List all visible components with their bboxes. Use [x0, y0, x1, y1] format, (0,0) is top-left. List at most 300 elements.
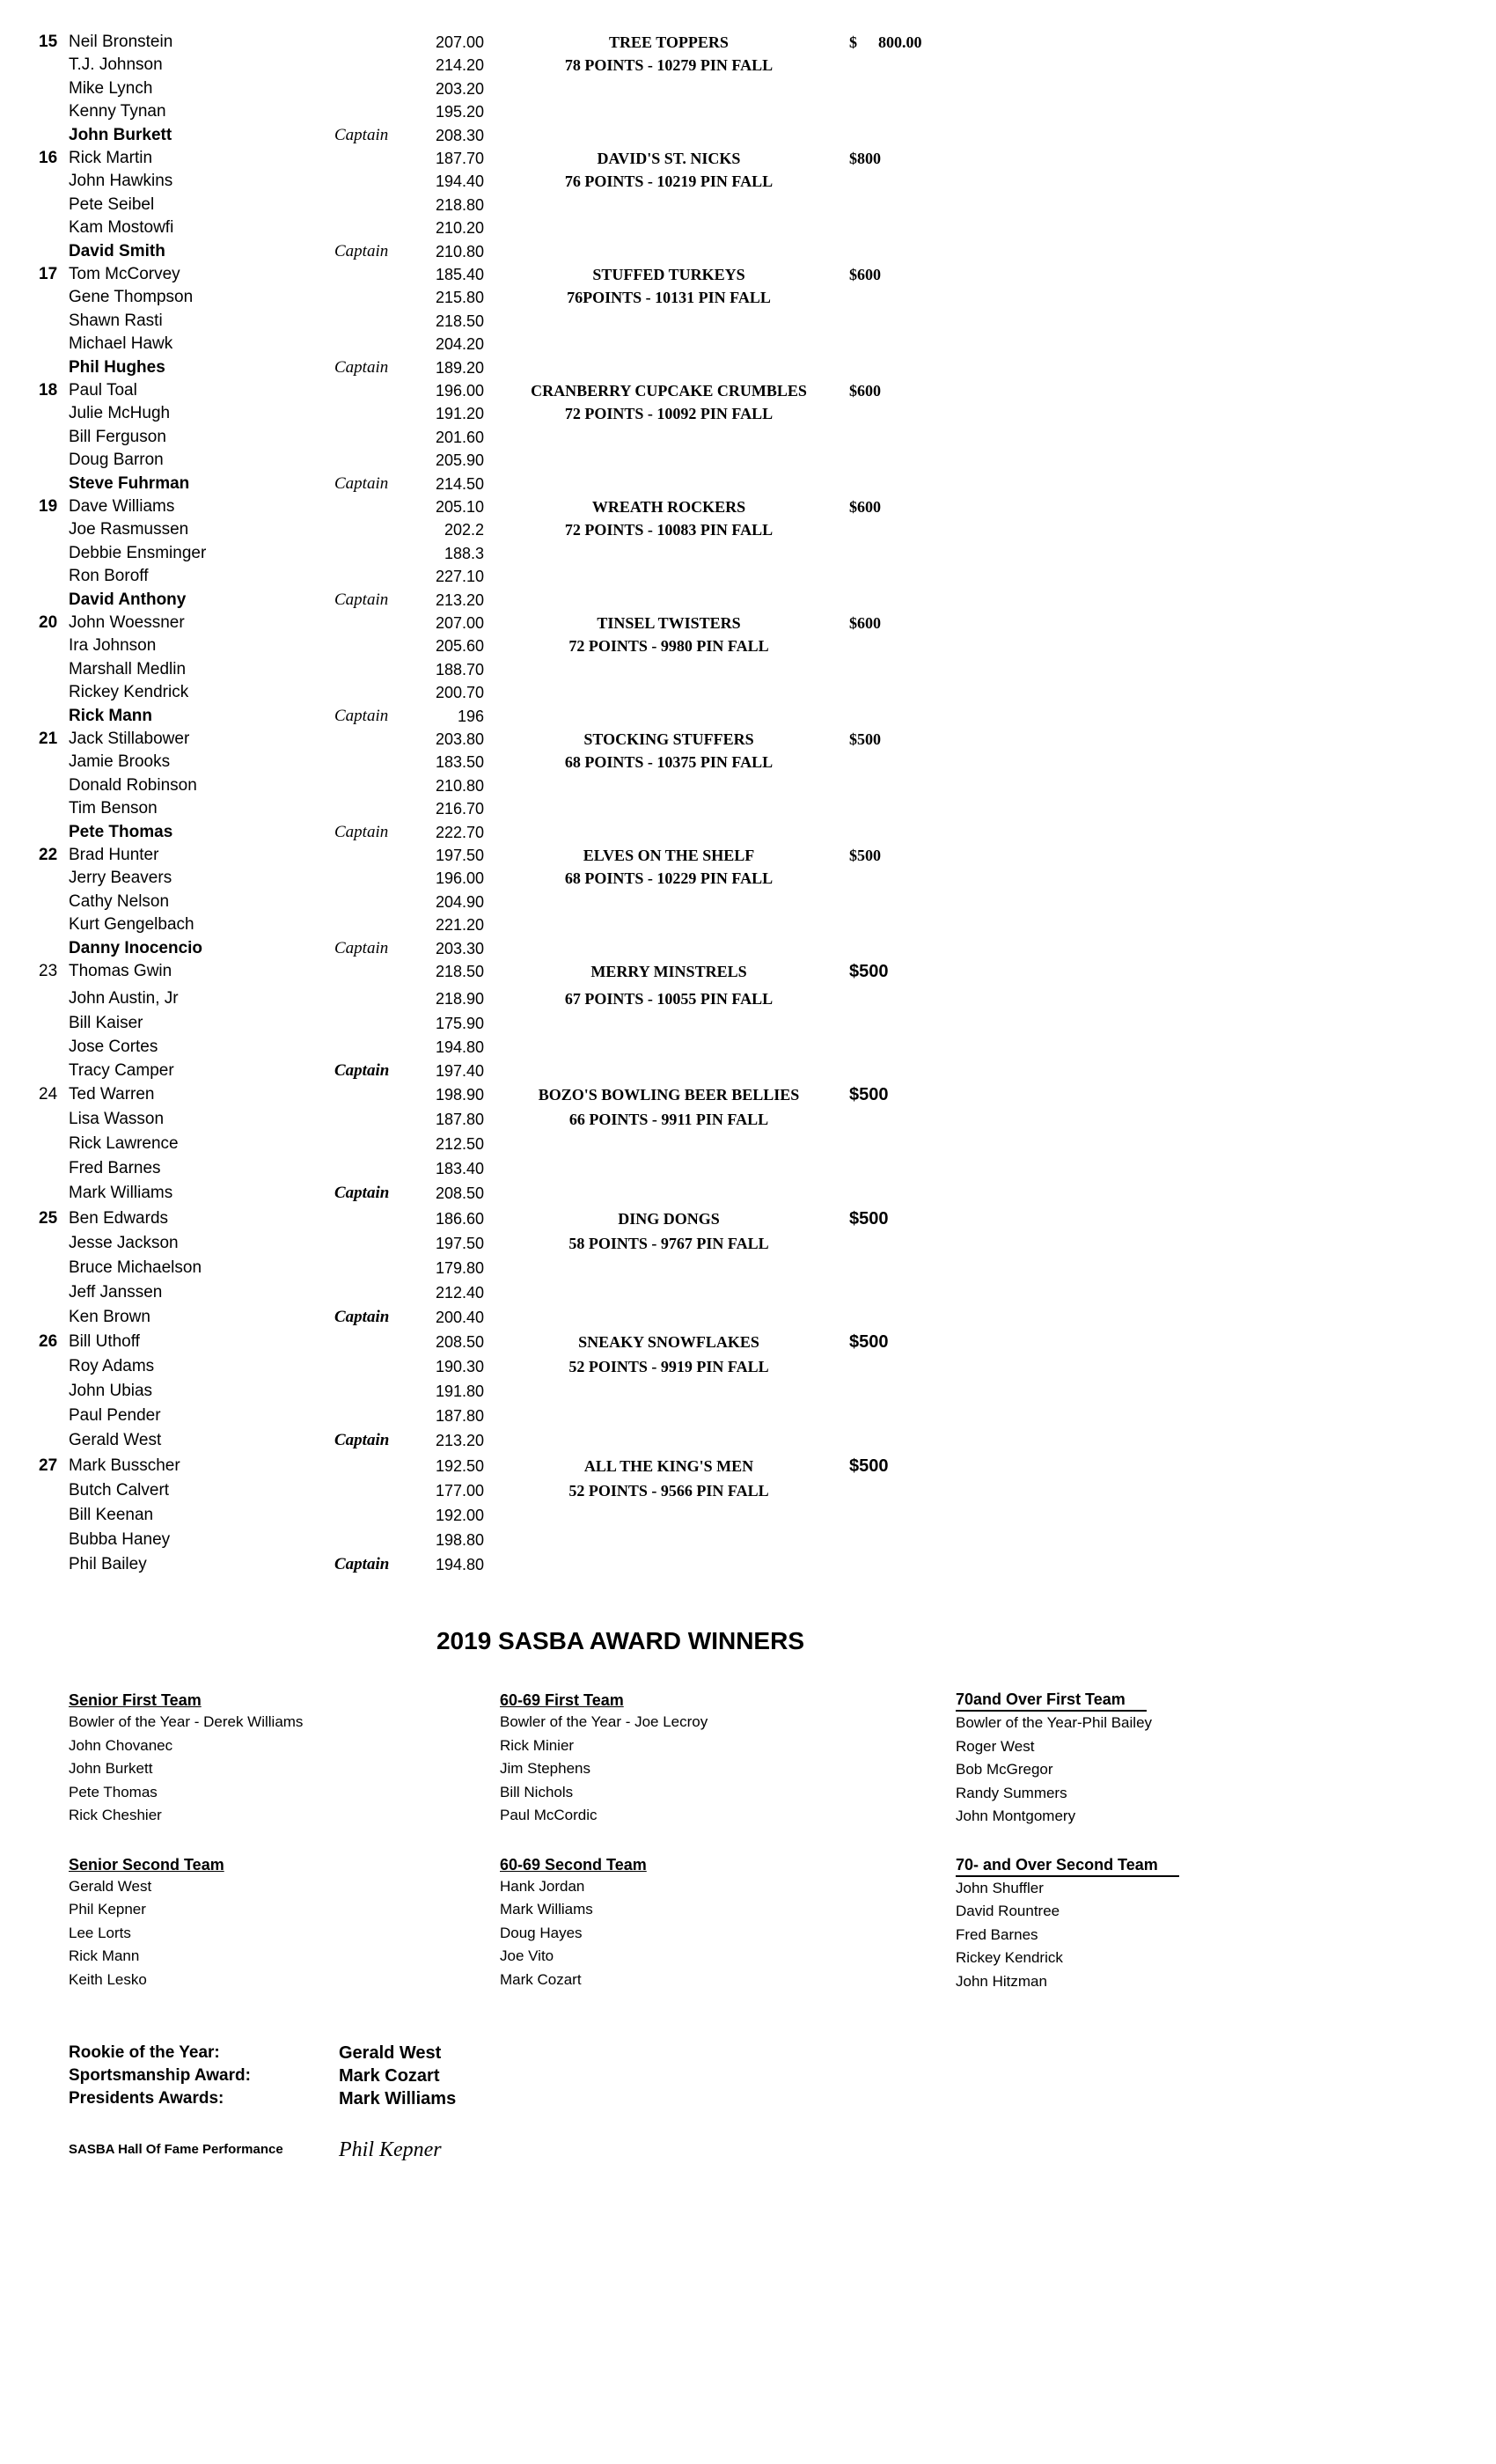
member-row	[0, 1505, 968, 1526]
member-name: Tim Benson	[69, 799, 158, 818]
member-name: Brad Hunter	[69, 846, 159, 864]
member-name: Pete Thomas	[69, 822, 173, 841]
award-team-heading: 60-69 Second Team	[500, 1855, 647, 1874]
member-name: Shawn Rasti	[69, 311, 163, 330]
member-row	[0, 1331, 968, 1353]
special-award-presidents	[69, 2087, 597, 2110]
member-row	[0, 659, 968, 680]
team-points: 72 POINTS - 10092 PIN FALL	[564, 405, 774, 423]
member-name: Rickey Kendrick	[69, 683, 189, 702]
award-winner: Paul McCordic	[500, 1807, 598, 1823]
captain-label: Captain	[334, 357, 389, 377]
member-score: 203.80	[435, 730, 484, 748]
team-prize: $600	[849, 266, 881, 283]
member-score: 214.20	[435, 56, 484, 75]
captain-label: Captain	[334, 1431, 390, 1449]
member-score: 204.20	[435, 335, 484, 354]
member-score: 179.80	[435, 1259, 484, 1277]
member-row	[0, 1233, 968, 1254]
award-winner: David Rountree	[956, 1903, 1060, 1919]
member-score: 213.20	[435, 590, 484, 609]
member-row	[0, 217, 968, 238]
award-winner: John Chovanec	[69, 1736, 173, 1754]
team-rank: 21	[39, 730, 58, 748]
member-row	[0, 1529, 968, 1551]
member-score: 210.80	[435, 776, 484, 795]
member-score: 200.70	[435, 684, 484, 702]
team-points: 58 POINTS - 9767 PIN FALL	[568, 1235, 769, 1252]
member-row	[0, 32, 968, 53]
member-name: Mark Busscher	[69, 1456, 180, 1475]
team-rank: 19	[39, 497, 58, 516]
team-name: TINSEL TWISTERS	[597, 614, 741, 632]
award-winner: Roger West	[956, 1737, 1035, 1755]
member-row	[0, 55, 968, 76]
member-name: John Hawkins	[69, 172, 173, 191]
awards-column-senior	[69, 1690, 438, 1991]
member-name: Tom McCorvey	[69, 265, 180, 283]
captain-label: Captain	[334, 706, 389, 725]
special-award-winner: Gerald West	[339, 2043, 442, 2063]
prize-amount: 800.00	[878, 33, 922, 51]
captain-label: Captain	[334, 473, 389, 493]
member-score: 198.80	[435, 1531, 484, 1549]
member-name: Gerald West	[69, 1431, 162, 1449]
member-row	[0, 1356, 968, 1377]
award-winner: John Montgomery	[956, 1808, 1076, 1824]
member-name: Kurt Gengelbach	[69, 915, 194, 935]
member-name: Phil Bailey	[69, 1555, 147, 1573]
member-row	[0, 1480, 968, 1501]
member-name: Gene Thompson	[69, 288, 194, 307]
team-name: DING DONGS	[618, 1210, 720, 1228]
award-winner: Bob McGregor	[956, 1761, 1053, 1778]
captain-label: Captain	[334, 125, 389, 144]
member-score: 208.50	[435, 1333, 484, 1351]
member-row	[0, 566, 968, 587]
member-name: Jose Cortes	[69, 1038, 158, 1056]
member-name: Rick Lawrence	[69, 1134, 179, 1153]
member-row	[0, 729, 968, 750]
member-row	[0, 988, 968, 1009]
awards-column-70-over	[956, 1690, 1325, 1993]
member-score: 218.50	[435, 963, 484, 980]
member-score: 210.80	[435, 242, 484, 260]
team-rank: 22	[39, 846, 58, 864]
team-prize: $500	[849, 730, 881, 748]
captain-row	[0, 1430, 968, 1451]
captain-label: Captain	[334, 590, 389, 609]
team-points: 52 POINTS - 9919 PIN FALL	[568, 1358, 769, 1375]
member-name: Bill Uthoff	[69, 1332, 140, 1351]
award-team-heading: Senior Second Team	[69, 1855, 224, 1874]
team-rank: 20	[39, 613, 58, 632]
awards-column-60-69	[500, 1690, 869, 1991]
member-score: 187.80	[435, 1407, 484, 1425]
member-score: 203.30	[435, 939, 484, 957]
team-rank: 25	[39, 1209, 58, 1228]
member-score: 197.50	[435, 1235, 484, 1252]
member-name: Rick Mann	[69, 706, 153, 725]
member-row	[0, 635, 968, 656]
captain-row	[0, 1554, 968, 1575]
member-row	[0, 543, 968, 564]
member-score: 222.70	[435, 823, 484, 841]
member-score: 207.00	[435, 33, 484, 51]
award-winner: Fred Barnes	[956, 1925, 1038, 1943]
member-name: John Woessner	[69, 613, 185, 632]
team-points: 52 POINTS - 9566 PIN FALL	[568, 1482, 769, 1500]
award-winner: Bowler of the Year - Derek Williams	[69, 1713, 304, 1730]
team-name: STOCKING STUFFERS	[583, 730, 754, 748]
member-name: Doug Barron	[69, 451, 164, 470]
team-rank: 16	[39, 149, 58, 167]
member-row	[0, 1084, 968, 1105]
award-winner: Keith Lesko	[69, 1970, 147, 1988]
captain-row	[0, 1307, 968, 1328]
award-winner: John Shuffler	[956, 1879, 1044, 1896]
award-winner: Gerald West	[69, 1877, 152, 1895]
member-score: 208.30	[435, 126, 484, 144]
member-score: 190.30	[435, 1358, 484, 1375]
team-rank: 24	[39, 1085, 58, 1104]
member-row	[0, 78, 968, 99]
team-name: TREE TOPPERS	[609, 33, 729, 51]
member-name: Danny Inocencio	[69, 938, 203, 957]
award-winner: Rick Cheshier	[69, 1807, 162, 1823]
member-row	[0, 1158, 968, 1179]
team-prize: $600	[849, 498, 881, 516]
award-winner: Randy Summers	[956, 1784, 1067, 1801]
award-winner: Mark Cozart	[500, 1970, 582, 1988]
team-prize: $800	[849, 150, 881, 167]
member-score: 191.80	[435, 1382, 484, 1400]
special-award-label: Presidents Awards:	[69, 2089, 224, 2108]
member-row	[0, 845, 968, 866]
member-name: Ben Edwards	[69, 1209, 169, 1228]
team-rank: 17	[39, 265, 58, 283]
member-score: 189.20	[435, 358, 484, 377]
member-score: 205.90	[435, 451, 484, 470]
member-row	[0, 682, 968, 703]
member-score: 188.3	[444, 544, 484, 562]
member-name: Bubba Haney	[69, 1530, 171, 1549]
award-winner: Bowler of the Year-Phil Bailey	[956, 1714, 1153, 1731]
team-name: BOZO'S BOWLING BEER BELLIES	[538, 1086, 800, 1104]
member-name: Michael Hawk	[69, 334, 173, 354]
member-score: 200.40	[435, 1309, 484, 1326]
member-name: Ira Johnson	[69, 636, 157, 656]
member-score: 218.80	[435, 195, 484, 214]
captain-row	[0, 938, 968, 959]
member-name: Lisa Wasson	[69, 1110, 165, 1128]
member-row	[0, 1037, 968, 1058]
member-name: Dave Williams	[69, 497, 175, 516]
member-row	[0, 612, 968, 634]
team-prize: $500	[849, 1209, 889, 1228]
member-score: 183.50	[435, 753, 484, 772]
captain-label: Captain	[334, 1184, 390, 1202]
member-name: T.J. Johnson	[69, 55, 163, 75]
member-score: 207.00	[435, 614, 484, 632]
team-rank: 27	[39, 1456, 58, 1475]
member-name: Paul Toal	[69, 381, 137, 400]
team-prize: $600	[849, 382, 881, 400]
special-award-winner: Mark Cozart	[339, 2066, 440, 2086]
team-name: CRANBERRY CUPCAKE CRUMBLES	[531, 382, 807, 400]
member-name: Marshall Medlin	[69, 659, 187, 678]
team-points: 72 POINTS - 9980 PIN FALL	[568, 637, 769, 656]
award-winner: Doug Hayes	[500, 1924, 583, 1941]
captain-row	[0, 125, 968, 146]
member-score: 218.90	[435, 990, 484, 1008]
member-name: Rick Martin	[69, 149, 153, 167]
award-winner: Mark Williams	[500, 1901, 593, 1918]
award-team-heading: 70and Over First Team	[956, 1690, 1147, 1712]
captain-label: Captain	[334, 938, 389, 957]
member-score: 198.90	[435, 1086, 484, 1104]
member-name: Jack Stillabower	[69, 730, 190, 748]
member-score: 194.80	[435, 1556, 484, 1573]
prize-currency: $	[849, 33, 857, 51]
member-score: 208.50	[435, 1184, 484, 1202]
award-winner: Joe Vito	[500, 1947, 554, 1964]
captain-row	[0, 473, 968, 495]
member-name: John Ubias	[69, 1382, 153, 1400]
member-name: Julie McHugh	[69, 404, 171, 423]
special-award-label: Rookie of the Year:	[69, 2043, 220, 2062]
team-name: ELVES ON THE SHELF	[583, 847, 755, 864]
member-score: 196.00	[435, 382, 484, 400]
member-name: John Austin, Jr	[69, 989, 179, 1008]
member-name: Jeff Janssen	[69, 1283, 163, 1302]
captain-row	[0, 1060, 968, 1082]
member-name: Kenny Tynan	[69, 102, 166, 121]
team-name: STUFFED TURKEYS	[592, 266, 745, 283]
member-name: David Smith	[69, 241, 165, 260]
member-score: 185.40	[435, 266, 484, 283]
member-score: 210.20	[435, 219, 484, 238]
member-score: 203.20	[435, 79, 484, 98]
captain-row	[0, 822, 968, 843]
awards-title: 2019 SASBA AWARD WINNERS	[436, 1627, 804, 1654]
award-team-heading: 70- and Over Second Team	[956, 1855, 1179, 1877]
captain-row	[0, 706, 968, 727]
captain-label: Captain	[334, 822, 389, 841]
member-score: 192.50	[435, 1457, 484, 1475]
member-row	[0, 403, 968, 424]
member-score: 214.50	[435, 474, 484, 493]
team-prize: $500	[849, 1332, 889, 1352]
member-score: 194.40	[435, 172, 484, 191]
member-name: Pete Seibel	[69, 194, 155, 214]
award-winner: Rickey Kendrick	[956, 1949, 1063, 1966]
member-score: 216.70	[435, 800, 484, 818]
member-name: John Burkett	[69, 125, 172, 144]
captain-row	[0, 1183, 968, 1204]
member-name: Butch Calvert	[69, 1481, 170, 1500]
team-name: WREATH ROCKERS	[591, 498, 746, 516]
member-row	[0, 1133, 968, 1155]
team-rank: 15	[39, 33, 58, 51]
team-prize: $500	[849, 1456, 889, 1476]
member-row	[0, 171, 968, 192]
member-row	[0, 1381, 968, 1402]
member-row	[0, 380, 968, 401]
member-name: Tracy Camper	[69, 1061, 174, 1080]
member-score: 205.10	[435, 498, 484, 516]
member-row	[0, 775, 968, 796]
member-score: 227.10	[435, 568, 484, 586]
team-prize: $500	[849, 1085, 889, 1104]
member-name: Phil Hughes	[69, 357, 165, 377]
member-score: 205.60	[435, 637, 484, 656]
member-name: Cathy Nelson	[69, 891, 170, 911]
member-name: Paul Pender	[69, 1406, 161, 1425]
team-rank: 18	[39, 381, 58, 400]
award-winner: John Hitzman	[956, 1972, 1047, 1990]
member-score: 212.40	[435, 1284, 484, 1302]
team-rank: 23	[39, 962, 58, 980]
member-row	[0, 1013, 968, 1034]
award-winner: Jim Stephens	[500, 1760, 590, 1777]
hall-of-fame-label: SASBA Hall Of Fame Performance	[69, 2142, 283, 2157]
member-score: 196	[457, 707, 484, 725]
member-name: Steve Fuhrman	[69, 473, 190, 493]
member-score: 215.80	[435, 289, 484, 307]
member-row	[0, 1258, 968, 1279]
team-points: 72 POINTS - 10083 PIN FALL	[564, 521, 774, 539]
member-row	[0, 334, 968, 355]
member-row	[0, 450, 968, 471]
member-row	[0, 1208, 968, 1229]
member-row	[0, 194, 968, 216]
member-name: Joe Rasmussen	[69, 520, 189, 539]
member-row	[0, 1405, 968, 1426]
award-winner: Rick Minier	[500, 1736, 575, 1754]
member-score: 197.40	[435, 1062, 484, 1080]
captain-label: Captain	[334, 1061, 390, 1080]
member-name: Bruce Michaelson	[69, 1258, 202, 1277]
member-row	[0, 798, 968, 819]
member-name: Jesse Jackson	[69, 1234, 179, 1252]
team-points: 76POINTS - 10131 PIN FALL	[567, 289, 771, 307]
team-name: ALL THE KING'S MEN	[583, 1457, 754, 1475]
team-points: 78 POINTS - 10279 PIN FALL	[564, 56, 774, 75]
member-score: 201.60	[435, 428, 484, 446]
member-score: 196.00	[435, 869, 484, 888]
member-name: Neil Bronstein	[69, 33, 173, 51]
team-name: DAVID'S ST. NICKS	[597, 150, 741, 167]
captain-label: Captain	[334, 241, 389, 260]
member-row	[0, 311, 968, 332]
award-team-heading: 60-69 First Team	[500, 1691, 624, 1709]
member-score: 202.2	[444, 521, 484, 539]
award-team-heading: Senior First Team	[69, 1691, 202, 1709]
team-points: 76 POINTS - 10219 PIN FALL	[564, 172, 774, 191]
member-row	[0, 264, 968, 285]
captain-row	[0, 241, 968, 262]
member-name: Bill Keenan	[69, 1506, 154, 1524]
member-name: Donald Robinson	[69, 775, 197, 795]
team-name: SNEAKY SNOWFLAKES	[578, 1333, 759, 1351]
member-name: David Anthony	[69, 590, 187, 609]
member-name: Fred Barnes	[69, 1159, 161, 1177]
member-row	[0, 1282, 968, 1303]
member-name: Thomas Gwin	[69, 962, 172, 980]
special-award-sportsmanship	[69, 2064, 597, 2087]
captain-label: Captain	[334, 1555, 390, 1573]
special-award-winner: Mark Williams	[339, 2089, 457, 2108]
team-prize: $600	[849, 614, 881, 632]
member-row	[0, 961, 968, 982]
award-winner: Rick Mann	[69, 1947, 140, 1964]
member-name: Jerry Beavers	[69, 869, 172, 888]
member-score: 187.80	[435, 1111, 484, 1128]
award-winner: John Burkett	[69, 1760, 153, 1777]
hall-of-fame-award	[69, 2137, 597, 2163]
member-score: 218.50	[435, 312, 484, 330]
member-score: 197.50	[435, 847, 484, 864]
team-points: 68 POINTS - 10375 PIN FALL	[564, 753, 774, 772]
member-name: Bill Kaiser	[69, 1014, 143, 1032]
member-row	[0, 427, 968, 448]
captain-row	[0, 590, 968, 611]
member-score: 187.70	[435, 150, 484, 167]
member-row	[0, 496, 968, 517]
award-winner: Hank Jordan	[500, 1877, 585, 1895]
member-score: 183.40	[435, 1160, 484, 1177]
member-name: Debbie Ensminger	[69, 543, 207, 562]
member-row	[0, 148, 968, 169]
team-prize: $500	[849, 847, 881, 864]
member-score: 194.80	[435, 1038, 484, 1056]
team-rank: 26	[39, 1332, 58, 1351]
member-score: 191.20	[435, 405, 484, 423]
member-score: 212.50	[435, 1135, 484, 1153]
member-score: 204.90	[435, 892, 484, 911]
member-name: Ken Brown	[69, 1308, 150, 1326]
member-row	[0, 891, 968, 913]
member-row	[0, 1456, 968, 1477]
member-name: Roy Adams	[69, 1357, 155, 1375]
member-name: Ron Boroff	[69, 567, 149, 586]
award-winner: Phil Kepner	[69, 1901, 146, 1918]
member-row	[0, 287, 968, 308]
award-winner: Bill Nichols	[500, 1783, 574, 1800]
member-score: 188.70	[435, 660, 484, 678]
member-row	[0, 101, 968, 122]
special-award-rookie	[69, 2042, 597, 2064]
award-winner: Bowler of the Year - Joe Lecroy	[500, 1713, 708, 1730]
team-name: MERRY MINSTRELS	[590, 963, 747, 980]
member-name: Jamie Brooks	[69, 752, 171, 772]
hall-of-fame-winner: Phil Kepner	[339, 2138, 442, 2161]
captain-row	[0, 357, 968, 378]
member-score: 192.00	[435, 1507, 484, 1524]
captain-label: Captain	[334, 1308, 390, 1326]
member-row	[0, 519, 968, 540]
team-prize: $500	[849, 962, 889, 981]
member-score: 195.20	[435, 103, 484, 121]
member-score: 186.60	[435, 1210, 484, 1228]
member-name: Mark Williams	[69, 1184, 173, 1202]
member-score: 177.00	[435, 1482, 484, 1500]
team-prize	[849, 32, 922, 53]
member-row	[0, 752, 968, 773]
team-points: 67 POINTS - 10055 PIN FALL	[564, 990, 774, 1008]
team-points: 68 POINTS - 10229 PIN FALL	[564, 869, 774, 888]
